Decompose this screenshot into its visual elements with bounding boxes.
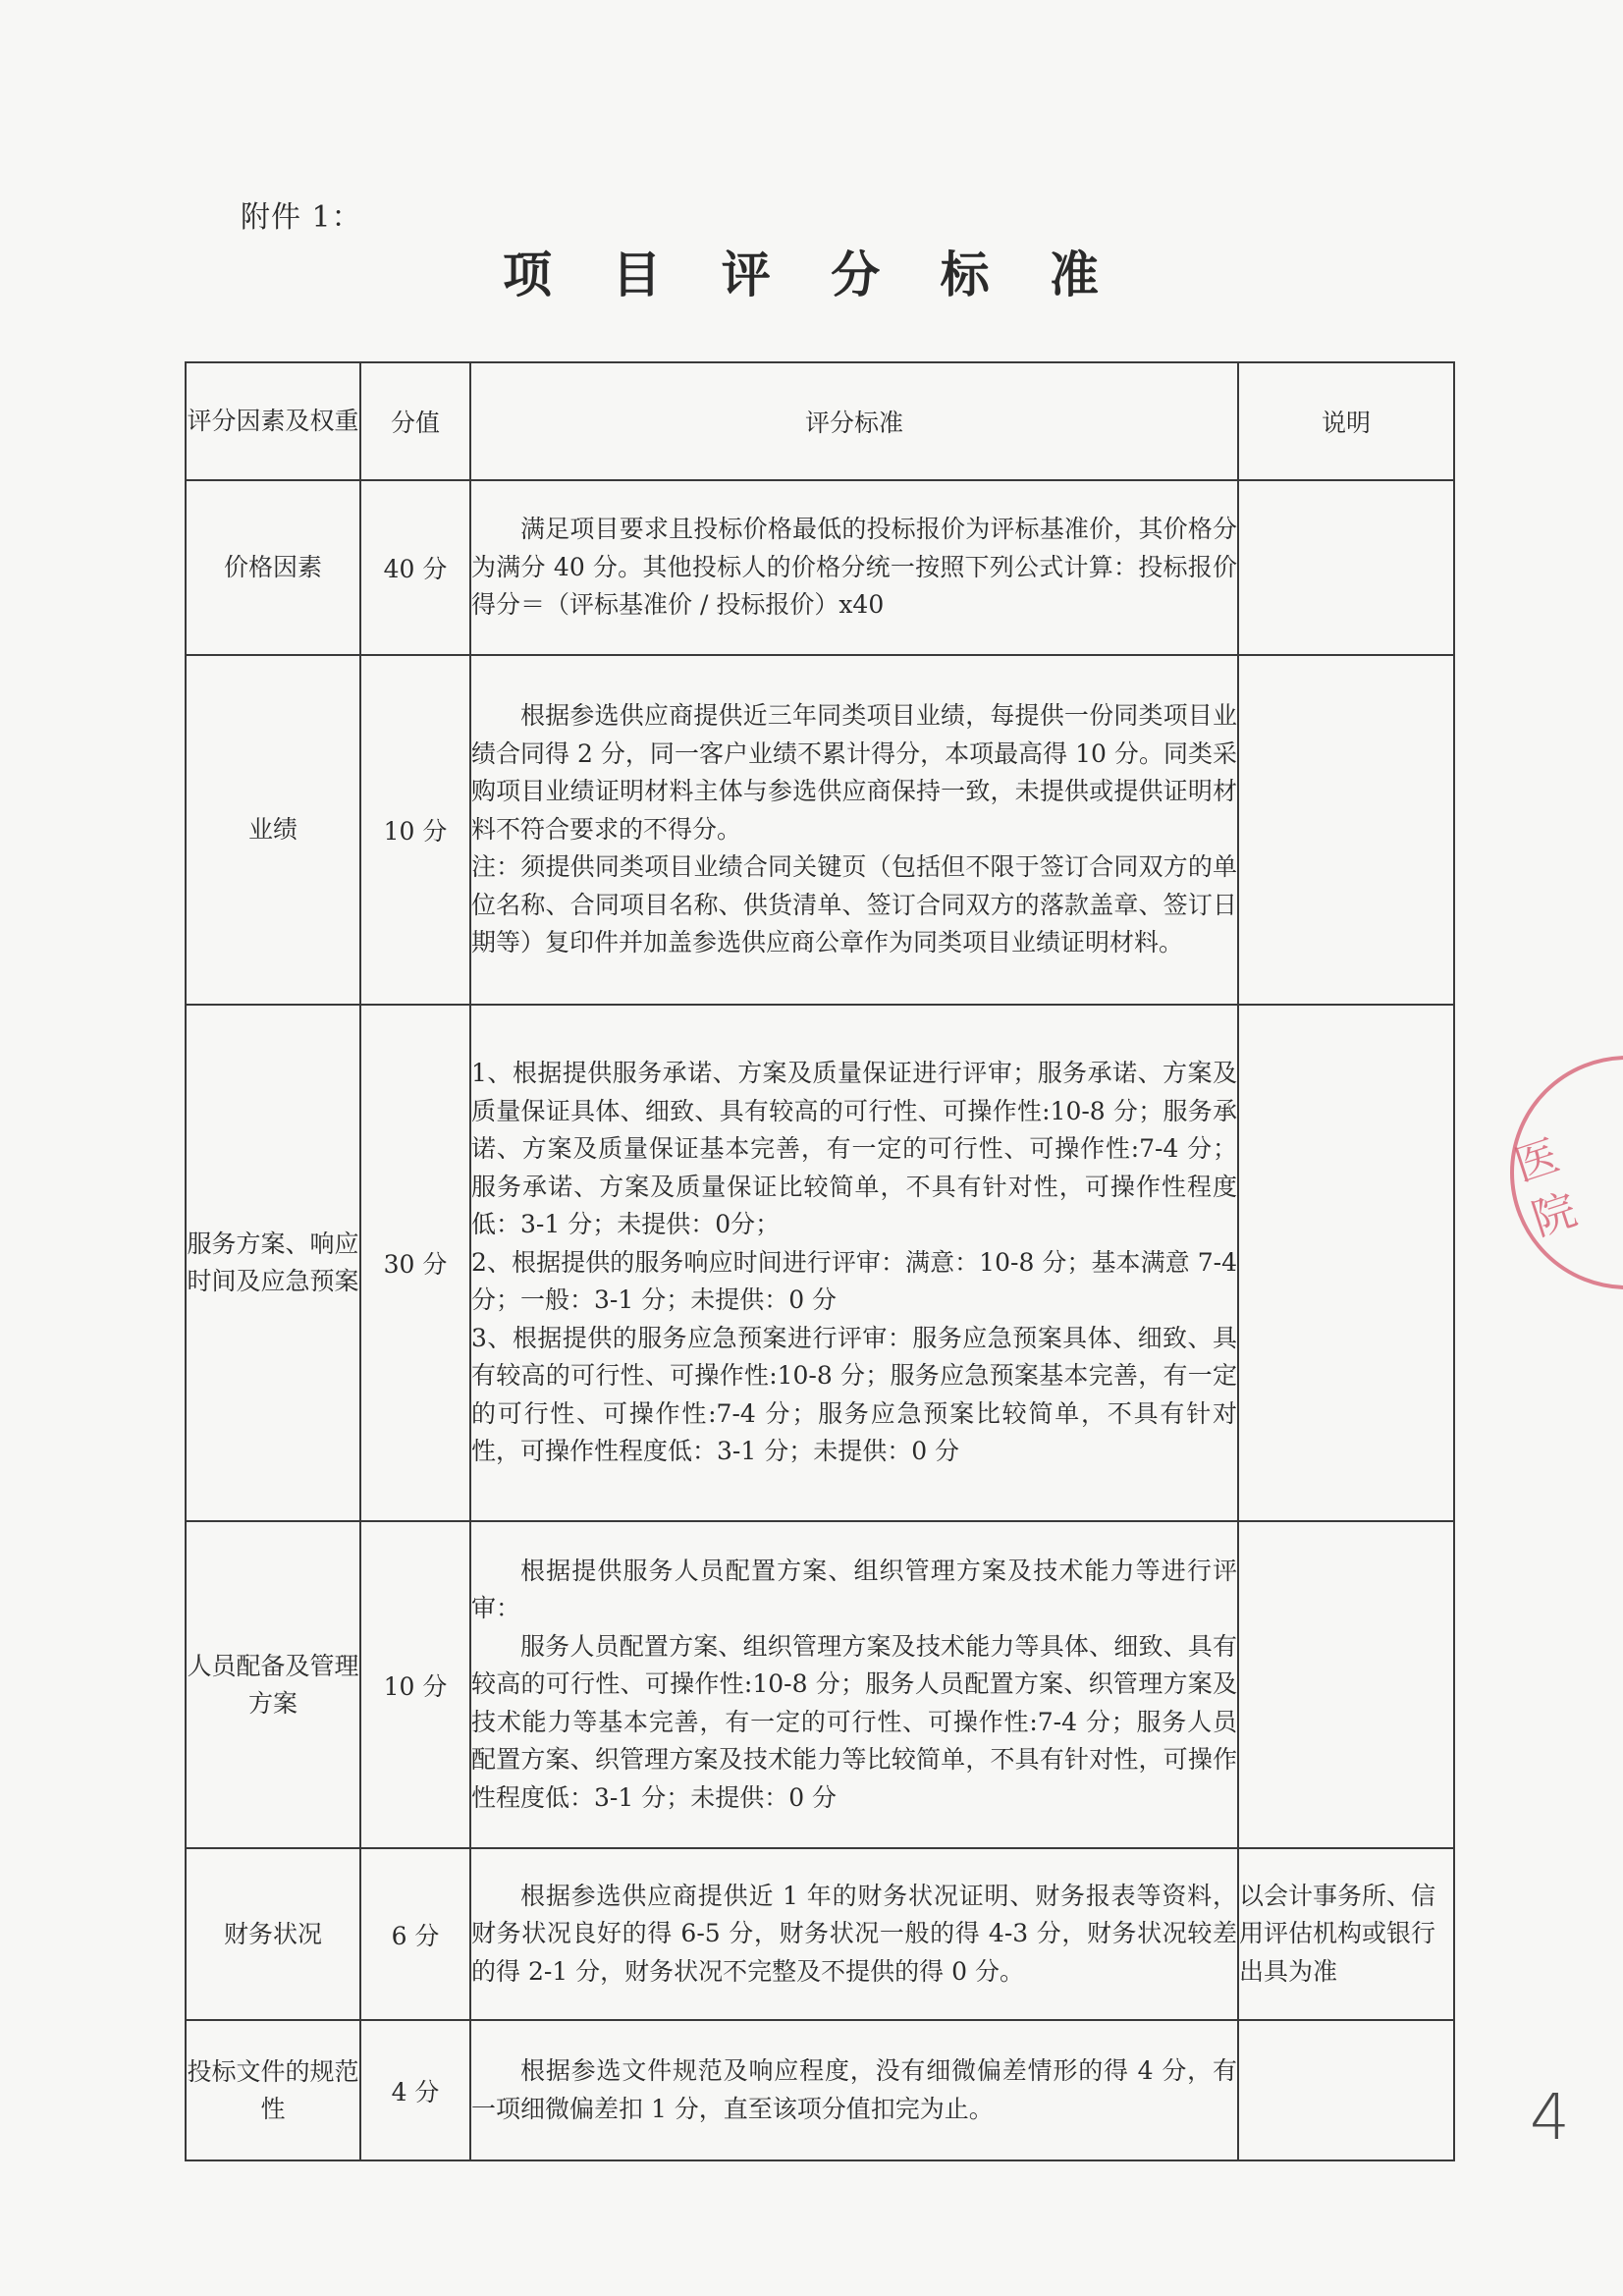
row-score: 10 分 xyxy=(360,655,470,1005)
criteria-paragraph: 根据参选供应商提供近三年同类项目业绩，每提供一份同类项目业绩合同得 2 分，同一客户业绩不累计得分，本项最高得 10 分。同类采购项目业绩证明材料主体与参选供应商保持一致，未提供或提供证明材料不符合要求的不得分。 xyxy=(471,701,1237,844)
row-note xyxy=(1238,655,1454,1005)
scoring-table xyxy=(185,361,1455,2161)
header-note: 说明 xyxy=(1238,362,1454,480)
page-title: 项 目 评 分 标 准 xyxy=(502,246,1121,303)
table-row xyxy=(186,1005,1454,1521)
row-factor: 价格因素 xyxy=(186,480,360,655)
row-note xyxy=(1238,1005,1454,1521)
criteria-note: 注：须提供同类项目业绩合同关键页（包括但不限于签订合同双方的单位名称、合同项目名称、供货清单、签订合同双方的落款盖章、签订日期等）复印件并加盖参选供应商公章作为同类项目业绩证明材料。 xyxy=(471,852,1237,957)
criteria-item: 3、根据提供的服务应急预案进行评审：服务应急预案具体、细致、具有较高的可行性、可操作性:10-8 分；服务应急预案基本完善，有一定的可行性、可操作性:7-4 分；服务应急预案比较简单，不具有针对性，可操作性程度低：3-1 分；未提供：0 分 xyxy=(471,1323,1237,1466)
table-row xyxy=(186,655,1454,1005)
row-score: 30 分 xyxy=(360,1005,470,1521)
row-note xyxy=(1238,2020,1454,2160)
criteria-item: 2、根据提供的服务响应时间进行评审：满意：10-8 分；基本满意 7-4 分；一般：3-1 分；未提供：0 分 xyxy=(471,1247,1237,1315)
page-number: 4 xyxy=(1530,2082,1570,2155)
row-factor: 服务方案、响应时间及应急预案 xyxy=(186,1005,360,1521)
criteria-item: 1、根据提供服务承诺、方案及质量保证进行评审；服务承诺、方案及质量保证具体、细致、具有较高的可行性、可操作性:10-8 分；服务承诺、方案及质量保证基本完善，有一定的可行性、可操作性:7-4 分；服务承诺、方案及质量保证比较简单，不具有针对性，可操作性程度低：3-1 分；未提供：0分； xyxy=(471,1059,1237,1239)
attachment-label: 附件 1： xyxy=(241,200,362,235)
row-criteria xyxy=(470,480,1238,655)
row-factor: 财务状况 xyxy=(186,1848,360,2020)
table-row xyxy=(186,480,1454,655)
criteria-paragraph: 服务人员配置方案、组织管理方案及技术能力等具体、细致、具有较高的可行性、可操作性:10-8 分；服务人员配置方案、织管理方案及技术能力等基本完善，有一定的可行性、可操作性:7-4 分；服务人员配置方案、织管理方案及技术能力等比较简单，不具有针对性，可操作性程度低：3-1 分；未提供：0 分 xyxy=(471,1631,1237,1812)
row-factor: 投标文件的规范性 xyxy=(186,2020,360,2160)
table-header-row xyxy=(186,362,1454,480)
row-criteria xyxy=(470,1005,1238,1521)
row-score: 40 分 xyxy=(360,480,470,655)
criteria-paragraph: 满足项目要求且投标价格最低的投标报价为评标基准价，其价格分为满分 40 分。其他投标人的价格分统一按照下列公式计算：投标报价得分＝（评标基准价 / 投标报价）x40 xyxy=(471,515,1237,620)
header-factor: 评分因素及权重 xyxy=(186,362,360,480)
row-note: 以会计事务所、信用评估机构或银行出具为准 xyxy=(1238,1848,1454,2020)
row-note xyxy=(1238,1521,1454,1848)
table-row xyxy=(186,2020,1454,2160)
row-score: 10 分 xyxy=(360,1521,470,1848)
row-factor: 人员配备及管理方案 xyxy=(186,1521,360,1848)
criteria-paragraph: 根据参选文件规范及响应程度，没有细微偏差情形的得 4 分，有一项细微偏差扣 1 分，直至该项分值扣完为止。 xyxy=(471,2056,1237,2123)
header-score: 分值 xyxy=(360,362,470,480)
seal-text: 医院 xyxy=(1508,1130,1584,1246)
table-row xyxy=(186,1848,1454,2020)
row-criteria xyxy=(470,1848,1238,2020)
criteria-paragraph: 根据参选供应商提供近 1 年的财务状况证明、财务报表等资料，财务状况良好的得 6-5 分，财务状况一般的得 4-3 分，财务状况较差的得 2-1 分，财务状况不完整及不提供的得 0 分。 xyxy=(471,1881,1237,1986)
table-row xyxy=(186,1521,1454,1848)
row-score: 6 分 xyxy=(360,1848,470,2020)
header-criteria: 评分标准 xyxy=(470,362,1238,480)
row-factor: 业绩 xyxy=(186,655,360,1005)
row-criteria xyxy=(470,1521,1238,1848)
row-score: 4 分 xyxy=(360,2020,470,2160)
criteria-paragraph: 根据提供服务人员配置方案、组织管理方案及技术能力等进行评审： xyxy=(471,1556,1237,1623)
row-criteria xyxy=(470,655,1238,1005)
row-criteria xyxy=(470,2020,1238,2160)
row-note xyxy=(1238,480,1454,655)
